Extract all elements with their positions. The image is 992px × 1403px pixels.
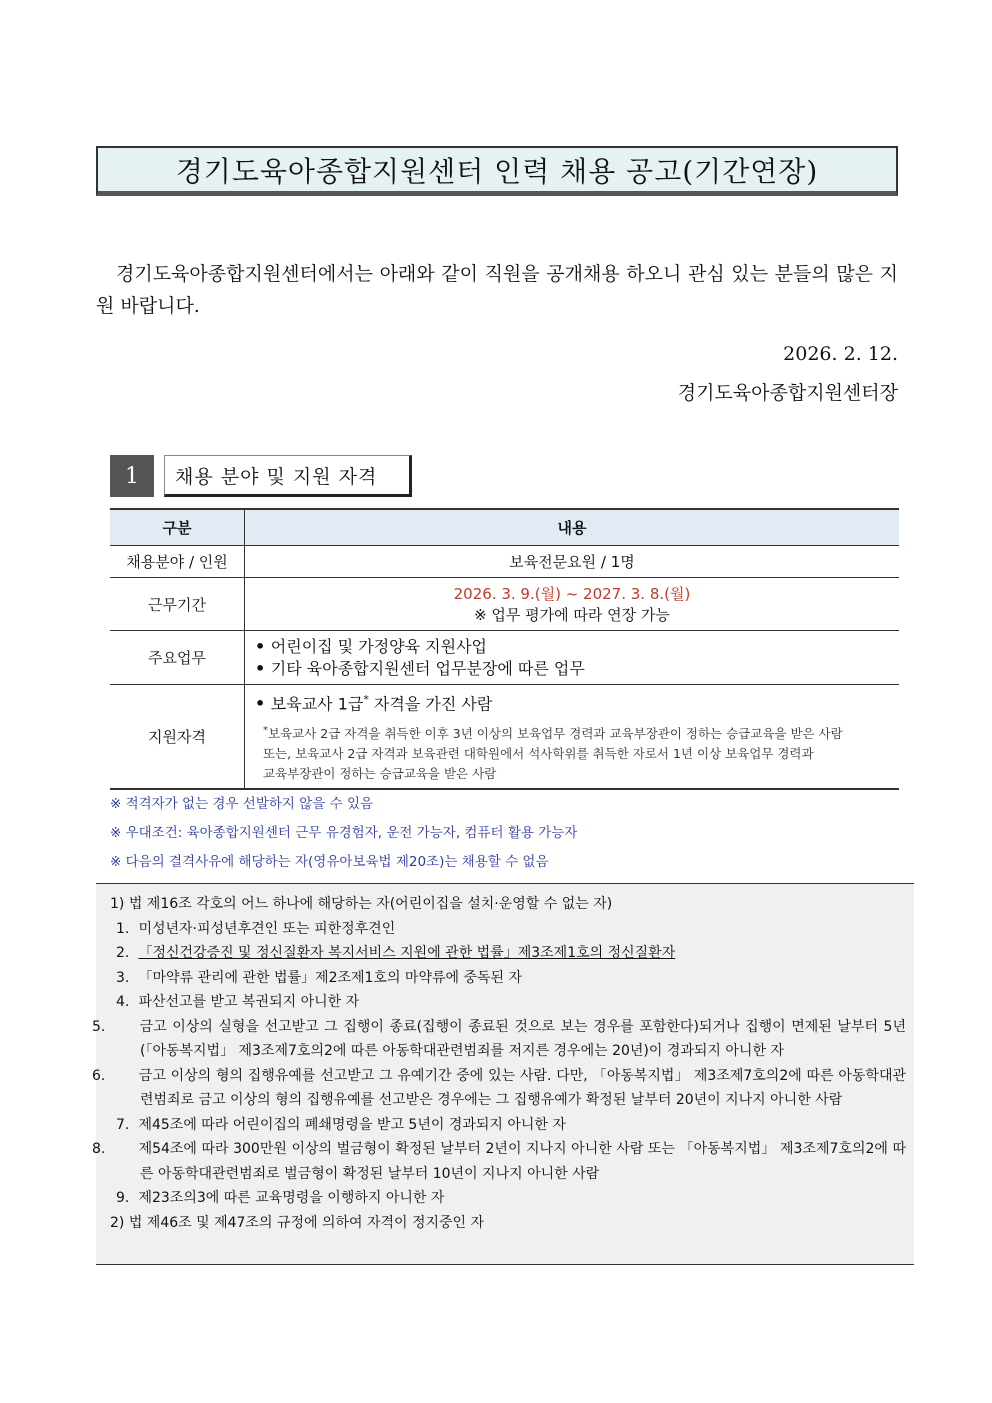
note-item: ※ 적격자가 없는 경우 선발하지 않을 수 있음 xyxy=(110,796,374,812)
note-item: ※ 다음의 결격사유에 해당하는 자(영유아보육법 제20조)는 채용할 수 없음 xyxy=(110,854,549,870)
row-label: 근무기간 xyxy=(110,578,245,631)
list-item: 2. 「정신건강증진 및 정신질환자 복지서비스 지원에 관한 법률」제3조제1호의 정신질환자 xyxy=(116,945,676,961)
list-item: 4. 파산선고를 받고 복권되지 아니한 자 xyxy=(116,994,360,1010)
section-title: 채용 분야 및 지원 자격 xyxy=(164,455,412,497)
table-row xyxy=(110,685,899,789)
note-item: ※ 우대조건: 육아종합지원센터 근무 유경험자, 운전 가능자, 컴퓨터 활용 가능자 xyxy=(110,825,578,841)
list-item: 7. 제45조에 따라 어린이집의 폐쇄명령을 받고 5년이 경과되지 아니한 자 xyxy=(116,1116,566,1133)
recruitment-table xyxy=(110,508,899,790)
notes xyxy=(110,793,577,880)
row-label: 채용분야 / 인원 xyxy=(110,546,245,578)
list-item: 5. 금고 이상의 실형을 선고받고 그 집행이 종료(집행이 종료된 것으로 보는 경우를 포함한다)되거나 집행이 면제된 날부터 5년(「아동복지법」 제3조제7호의2에 따른 아동학대관련범죄를 저지른 경우에는 20년)이 경과되지 아니한 자 xyxy=(92,1018,906,1059)
list-item: 8. 제54조에 따라 300만원 이상의 벌금형이 확정된 날부터 2년이 지나지 아니한 사람 또는 「아동복지법」 제3조제7호의2에 따른 아동학대관련범죄로 벌금형이 확정된 날부터 10년이 지나지 아니한 사람 xyxy=(92,1141,906,1182)
row-label: 주요업무 xyxy=(110,631,245,685)
list-item: • 어린이집 및 가정양육 지원사업 xyxy=(255,636,893,658)
qualification-detail: *보육교사 2급 자격을 취득한 이후 3년 이상의 보육업무 경력과 교육부장관이 정하는 승급교육을 받은 사람 또는, 보육교사 2급 자격과 보육관련 대학원에서 석사학위를 취득한 자로서 1년 이상 보육업무 경력과 교육부장관이 정하는 승급교육을 받은 사람 xyxy=(263,724,843,781)
disqualification-heading: 1) 법 제16조 각호의 어느 하나에 해당하는 자(어린이집을 설치·운영할 수 없는 자) xyxy=(110,896,613,912)
notice-date: 2026. 2. 12. xyxy=(783,343,898,365)
title-banner xyxy=(96,146,898,196)
qualification-list xyxy=(251,689,893,715)
list-item: • 보육교사 1급* 자격을 가진 사람 xyxy=(255,689,893,715)
page-title: 경기도육아종합지원센터 인력 채용 공고(기간연장) xyxy=(175,154,819,188)
disqualification-box xyxy=(92,883,914,1265)
row-label: 지원자격 xyxy=(110,685,245,789)
list-item: 6. 금고 이상의 형의 집행유예를 선고받고 그 유예기간 중에 있는 사람. 다만, 「아동복지법」 제3조제7호의2에 따른 아동학대관련범죄로 금고 이상의 형의 집행유예를 선고받은 경우에는 그 집행유예가 확정된 날부터 20년이 지나지 아니한 사람 xyxy=(92,1067,906,1108)
intro-paragraph: 경기도육아종합지원센터에서는 아래와 같이 직원을 공개채용 하오니 관심 있는 분들의 많은 지원 바랍니다. xyxy=(96,263,898,317)
work-period: 2026. 3. 9.(월) ~ 2027. 3. 8.(월) xyxy=(453,585,691,603)
duties-list xyxy=(251,636,893,680)
header-category: 구분 xyxy=(110,509,245,546)
header-content: 내용 xyxy=(245,509,900,546)
table-row xyxy=(110,578,899,631)
notice-signer: 경기도육아종합지원센터장 xyxy=(677,382,898,404)
list-item: 3. 「마약류 관리에 관한 법률」제2조제1호의 마약류에 중독된 자 xyxy=(116,969,523,986)
period-note: ※ 업무 평가에 따라 연장 가능 xyxy=(474,606,670,624)
row-value xyxy=(245,685,900,789)
section-number: 1 xyxy=(110,455,154,497)
table-row xyxy=(110,546,899,578)
row-value xyxy=(245,631,900,685)
list-item: • 기타 육아종합지원센터 업무분장에 따른 업무 xyxy=(255,658,893,680)
row-value: 보육전문요원 / 1명 xyxy=(245,546,900,578)
disqualification-heading: 2) 법 제46조 및 제47조의 규정에 의하여 자격이 정지중인 자 xyxy=(110,1214,485,1231)
list-item: 1. 미성년자·피성년후견인 또는 피한정후견인 xyxy=(116,920,396,937)
table-header-row xyxy=(110,509,899,546)
list-item: 9. 제23조의3에 따른 교육명령을 이행하지 아니한 자 xyxy=(116,1190,445,1206)
row-value xyxy=(245,578,900,631)
table-row xyxy=(110,631,899,685)
